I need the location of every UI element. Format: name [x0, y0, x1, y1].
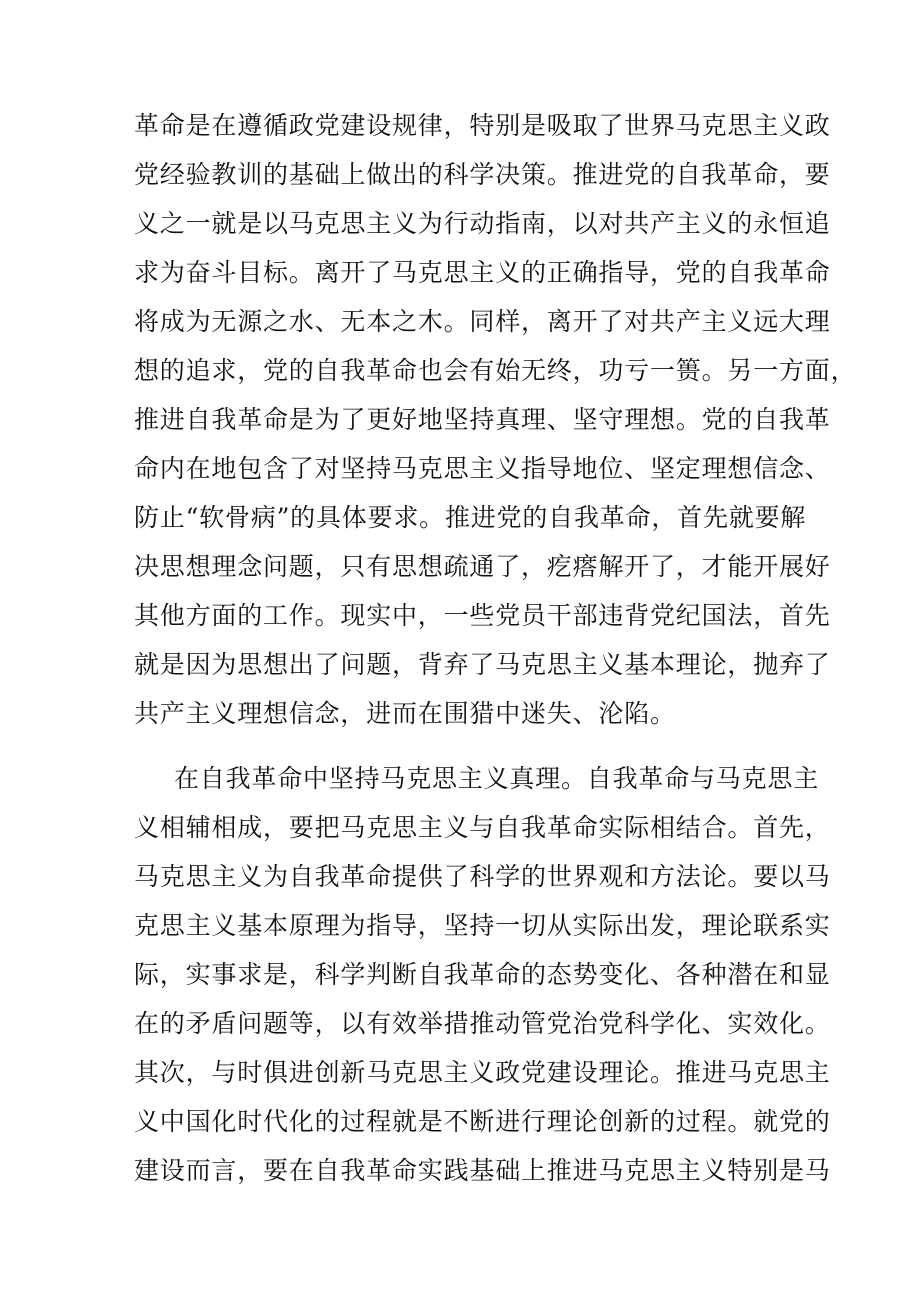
paragraph-1 — [134, 101, 857, 738]
text-line: 义之一就是以马克思主义为行动指南，以对共产主义的永恒追 — [134, 209, 831, 238]
text-line: 在自我革命中坚持马克思主义真理。自我革命与马克思主 — [174, 764, 820, 793]
text-line: 其次，与时俱进创新马克思主义政党建设理论。推进马克思主 — [134, 1058, 831, 1087]
text-line: 将成为无源之水、无本之木。同样，离开了对共产主义远大理 — [134, 307, 831, 336]
text-line: 党经验教训的基础上做出的科学决策。推进党的自我革命，要 — [134, 160, 831, 189]
text-line: 马克思主义为自我革命提供了科学的世界观和方法论。要以马 — [134, 862, 831, 891]
text-line: 推进自我革命是为了更好地坚持真理、坚守理想。党的自我革 — [134, 405, 831, 434]
text-line: 防止“软骨病”的具体要求。推进党的自我革命，首先就要解 — [134, 503, 807, 532]
text-line: 义相辅相成，要把马克思主义与自我革命实际相结合。首先， — [134, 813, 831, 842]
text-line: 际，实事求是，科学判断自我革命的态势变化、各种潜在和显 — [134, 960, 831, 989]
text-line: 想的追求，党的自我革命也会有始无终，功亏一篑。另一方面， — [134, 356, 857, 385]
paragraph-spacing — [134, 738, 794, 754]
text-line: 共产主义理想信念，进而在围猎中迷失、沦陷。 — [134, 699, 676, 728]
text-line: 就是因为思想出了问题，背弃了马克思主义基本理论，抛弃了 — [134, 650, 831, 679]
text-line: 在的矛盾问题等，以有效举措推动管党治党科学化、实效化。 — [134, 1009, 831, 1038]
document-body — [134, 101, 857, 1195]
text-line: 命内在地包含了对坚持马克思主义指导地位、坚定理想信念、 — [134, 454, 831, 483]
text-line: 义中国化时代化的过程就是不断进行理论创新的过程。就党的 — [134, 1107, 831, 1136]
paragraph-2 — [134, 754, 831, 1195]
text-line: 决思想理念问题，只有思想疏通了，疙瘩解开了，才能开展好 — [134, 552, 831, 581]
text-line: 其他方面的工作。现实中，一些党员干部违背党纪国法，首先 — [134, 601, 831, 630]
text-line: 建设而言，要在自我革命实践基础上推进马克思主义特别是马 — [134, 1156, 831, 1185]
text-line: 克思主义基本原理为指导，坚持一切从实际出发，理论联系实 — [134, 911, 831, 940]
text-line: 革命是在遵循政党建设规律，特别是吸取了世界马克思主义政 — [134, 111, 831, 140]
text-line: 求为奋斗目标。离开了马克思主义的正确指导，党的自我革命 — [134, 258, 831, 287]
